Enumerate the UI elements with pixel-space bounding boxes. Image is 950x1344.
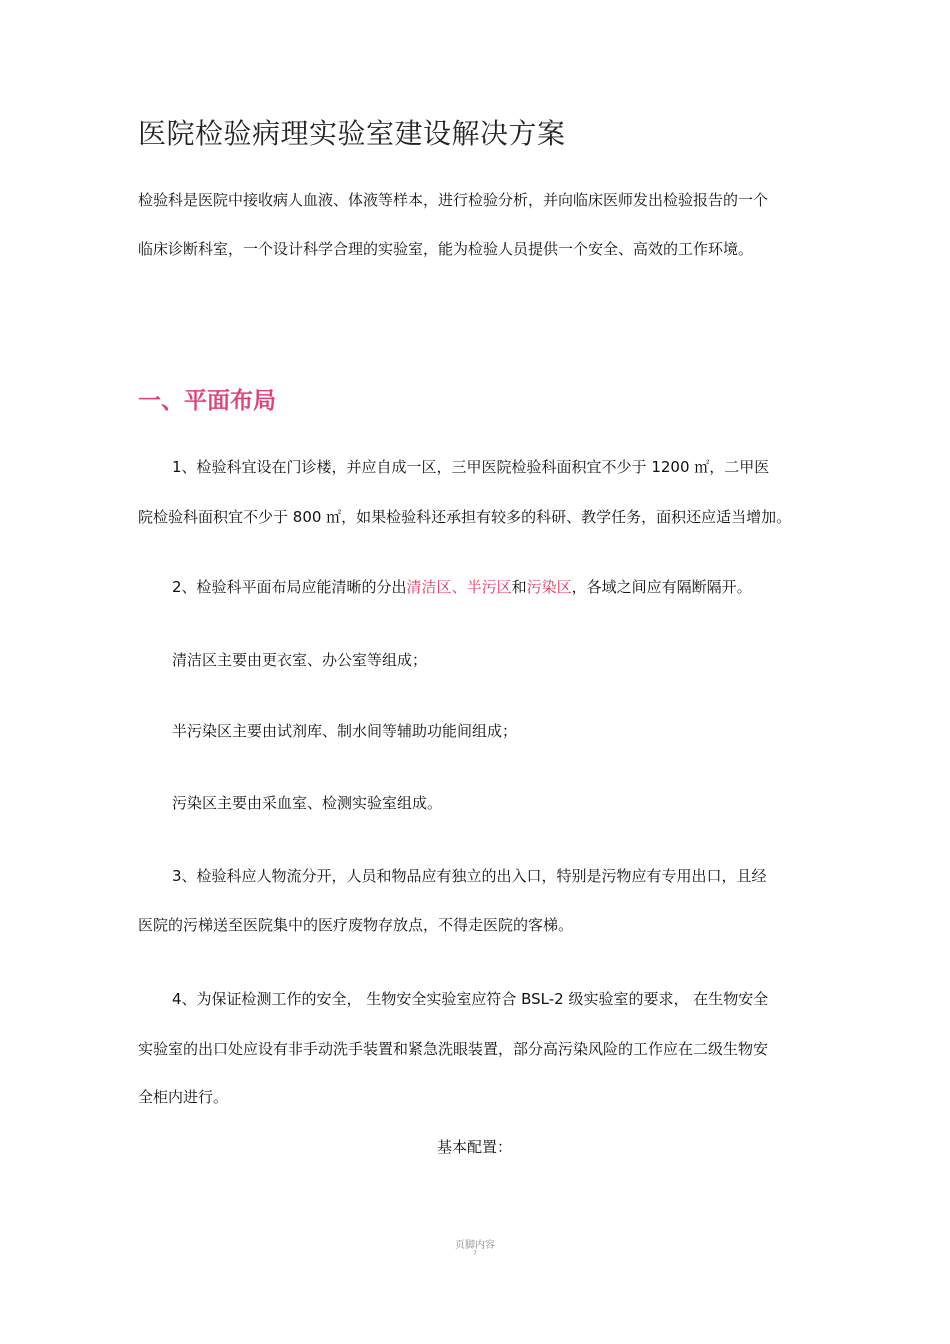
zone-separator-2: 和	[511, 578, 527, 596]
document-title: 医院检验病理实验室建设解决方案	[138, 117, 566, 150]
page-number: 7	[473, 1250, 477, 1257]
item1-line-2: 院检验科面积宜不少于 800 ㎡，如果检验科还承担有较多的科研、教学任务，面积还应适当增加。	[138, 508, 792, 526]
item2-prefix: 2、检验科平面布局应能清晰的分出	[172, 578, 407, 596]
item4-line-1: 4、为保证检测工作的安全， 生物安全实验室应符合 BSL-2 级实验室的要求， 在生物安全	[172, 990, 769, 1008]
item2-suffix: ，各域之间应有隔断隔开。	[571, 578, 752, 596]
basic-config-label: 基本配置：	[437, 1138, 513, 1156]
zone-polluted-description: 污染区主要由采血室、检测实验室组成。	[172, 794, 443, 812]
zone-clean-description: 清洁区主要由更衣室、办公室等组成；	[172, 651, 428, 669]
zone-separator-1: 、	[451, 578, 467, 596]
item2-line	[172, 577, 752, 597]
item4-line-3: 全柜内进行。	[138, 1088, 229, 1106]
section-heading: 一、平面布局	[138, 388, 276, 414]
zone-semi-highlight: 半污区	[466, 578, 512, 596]
item3-line-2: 医院的污梯送至医院集中的医疗废物存放点，不得走医院的客梯。	[138, 916, 574, 934]
zone-semi-description: 半污染区主要由试剂库、制水间等辅助功能间组成；	[172, 722, 518, 740]
item1-line-1: 1、检验科宜设在门诊楼，并应自成一区，三甲医院检验科面积宜不少于 1200 ㎡，二甲医	[172, 458, 770, 476]
item4-line-2: 实验室的出口处应设有非手动洗手装置和紧急洗眼装置，部分高污染风险的工作应在二级生物安	[138, 1040, 769, 1058]
zone-clean-highlight: 清洁区	[406, 578, 452, 596]
zone-polluted-highlight: 污染区	[526, 578, 572, 596]
intro-line-2: 临床诊断科室，一个设计科学合理的实验室，能为检验人员提供一个安全、高效的工作环境。	[138, 240, 754, 258]
footer-label: 页脚内容	[455, 1240, 495, 1251]
item3-line-1: 3、检验科应人物流分开，人员和物品应有独立的出入口，特别是污物应有专用出口，且经	[172, 867, 767, 885]
intro-line-1: 检验科是医院中接收病人血液、体液等样本，进行检验分析，并向临床医师发出检验报告的一个	[138, 191, 769, 209]
